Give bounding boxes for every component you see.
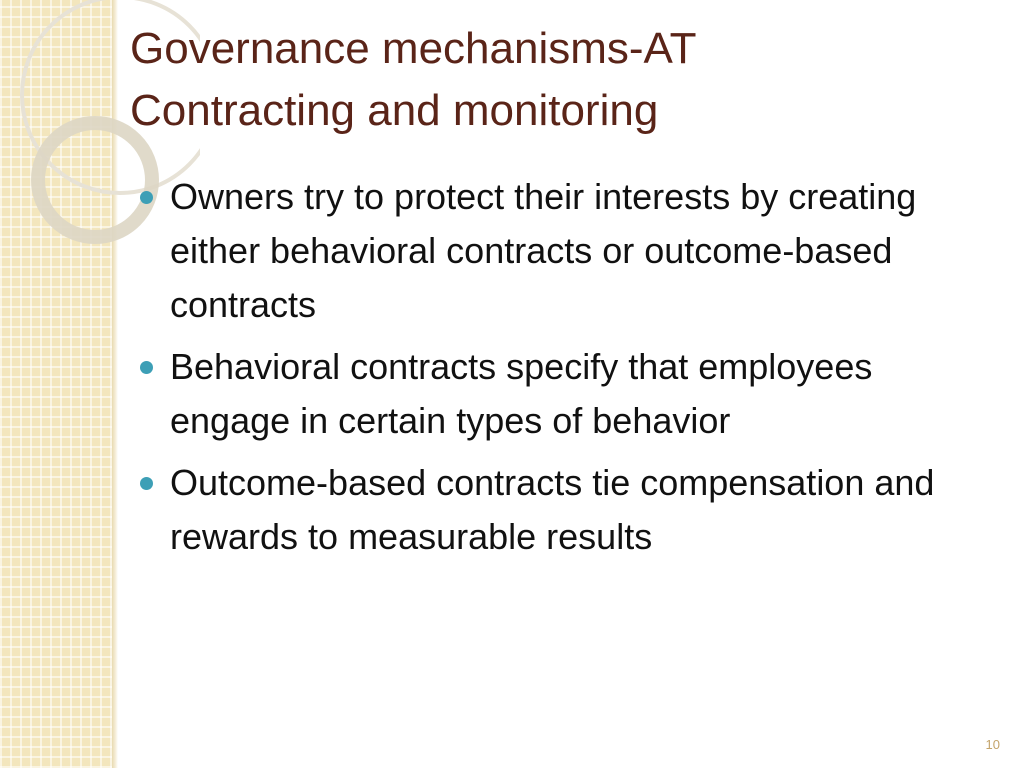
- bullet-dot-icon: [140, 361, 153, 374]
- bullet-list: [140, 170, 1000, 572]
- bullet-dot-icon: [140, 477, 153, 490]
- page-number: 10: [985, 737, 1000, 752]
- bullet-item: [140, 340, 1000, 448]
- bullet-text: Owners try to protect their interests by creating either behavioral contracts or outcome-based contracts: [170, 176, 917, 325]
- bullet-item: [140, 456, 1000, 564]
- bullet-item: [140, 170, 1000, 332]
- bullet-text: Outcome-based contracts tie compensation and rewards to measurable results: [170, 462, 935, 557]
- slide-title-line-1: Governance mechanisms-AT: [130, 24, 697, 73]
- slide-title: [130, 18, 990, 142]
- bullet-dot-icon: [140, 191, 153, 204]
- bullet-text: Behavioral contracts specify that employees engage in certain types of behavior: [170, 346, 873, 441]
- slide-title-line-2: Contracting and monitoring: [130, 86, 659, 135]
